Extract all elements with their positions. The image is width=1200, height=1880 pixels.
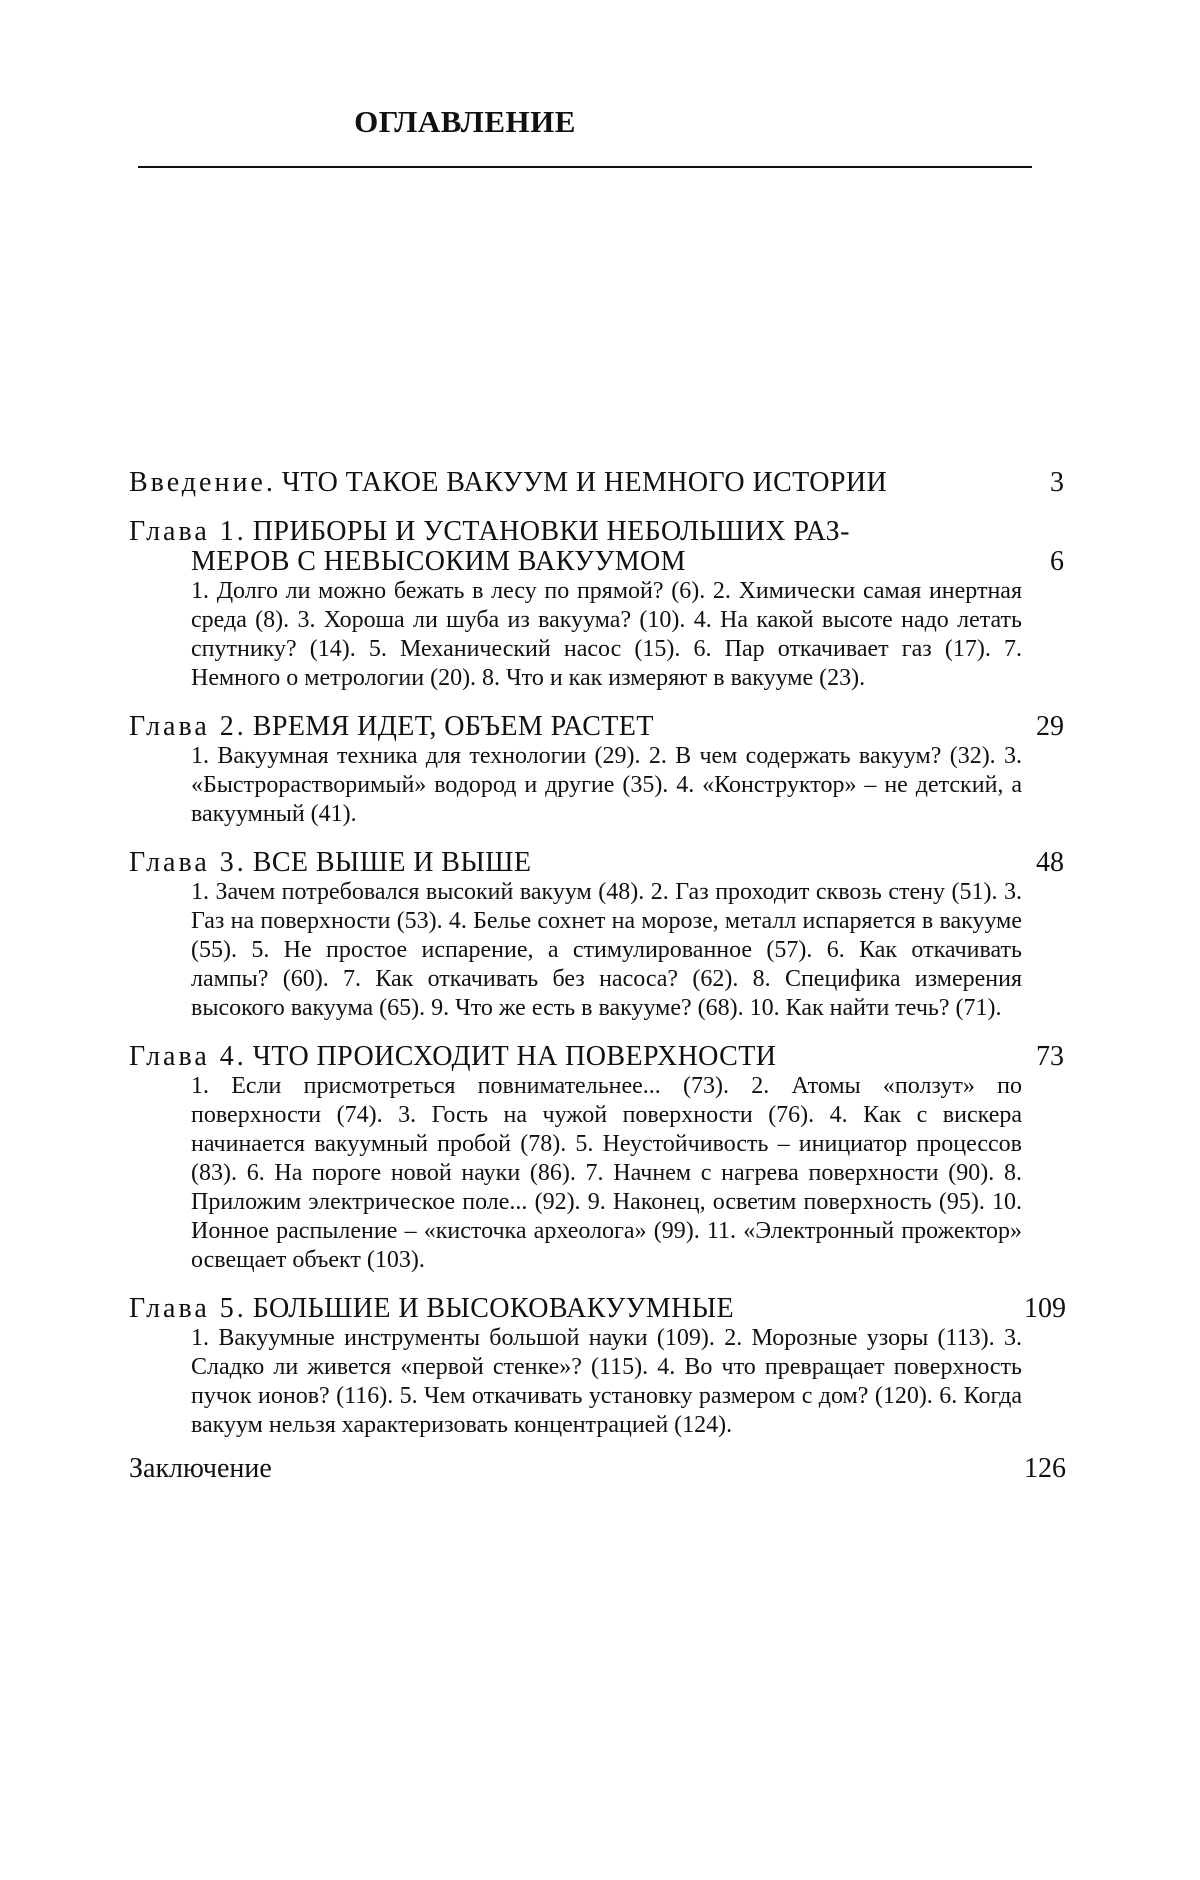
- toc-chapter-2-sections: 1. Вакуумная техника для технологии (29). 2. В чем содержать вакуум? (32). 3. «Быстрорастворимый» водород и другие (35). 4. «Конструктор» – не детский, а вакуумный (41).: [191, 743, 1022, 827]
- toc-chapter-4-title-block: [129, 1042, 1024, 1072]
- toc-chapter-5-title-block: [129, 1294, 1024, 1324]
- toc-chapter-2[interactable]: [129, 712, 1064, 829]
- toc-chapter-5-sections: 1. Вакуумные инструменты большой науки (109). 2. Морозные узоры (113). 3. Сладко ли живется «первой стенке»? (115). 4. Во что превращает поверхность пучок ионов? (116). 5. Чем откачивать установку размером с дом? (120). 6. Когда вакуум нельзя характеризовать концентрацией (124).: [191, 1325, 1022, 1438]
- toc-chapter-2-title: ВРЕМЯ ИДЕТ, ОБЪЕМ РАСТЕТ: [252, 711, 654, 742]
- toc-intro-page: 3: [1050, 467, 1064, 498]
- toc-conclusion-entry[interactable]: [129, 1454, 1064, 1484]
- toc-chapter-2-heading: [129, 712, 1064, 742]
- toc-chapter-3[interactable]: [129, 848, 1064, 1023]
- toc-chapter-2-title-block: [129, 712, 1024, 742]
- toc-chapter-3-title-block: [129, 848, 1024, 878]
- toc-chapter-2-page: 29: [1036, 711, 1064, 742]
- table-of-contents: [129, 468, 1064, 1484]
- toc-chapter-5-page: 109: [1024, 1293, 1066, 1324]
- toc-chapter-4-heading: [129, 1042, 1064, 1072]
- toc-chapter-4-label: Глава 4.: [129, 1041, 247, 1072]
- toc-chapter-5-heading: [129, 1294, 1064, 1324]
- toc-chapter-3-title: ВСЕ ВЫШЕ И ВЫШЕ: [252, 847, 532, 878]
- toc-chapter-1[interactable]: [129, 517, 1064, 693]
- title-divider: [138, 166, 1032, 168]
- toc-conclusion-page: 126: [1024, 1453, 1066, 1484]
- toc-chapter-3-label: Глава 3.: [129, 847, 247, 878]
- toc-chapter-1-title-line1: ПРИБОРЫ И УСТАНОВКИ НЕБОЛЬШИХ РАЗ-: [252, 516, 850, 547]
- toc-chapter-1-heading-line2: [129, 547, 1064, 577]
- toc-chapter-4-sections: 1. Если присмотреться повнимательнее... (73). 2. Атомы «ползут» по поверхности (74). 3. Гость на чужой поверхности (76). 4. Как с вискера начинается вакуумный пробой (78). 5. Неустойчивость – инициатор процессов (83). 6. На пороге новой науки (86). 7. Начнем с нагрева поверхности (90). 8. Приложим электрическое поле... (92). 9. Наконец, осветим поверхность (95). 10. Ионное распыление – «кисточка археолога» (99). 11. «Электронный прожектор» освещает объект (103).: [191, 1073, 1022, 1273]
- toc-chapter-4[interactable]: [129, 1042, 1064, 1275]
- toc-intro-entry[interactable]: [129, 468, 1064, 498]
- toc-chapter-5-title: БОЛЬШИЕ И ВЫСОКОВАКУУМНЫЕ: [252, 1293, 735, 1324]
- toc-chapter-5[interactable]: [129, 1294, 1064, 1440]
- toc-chapter-1-title-line2: МЕРОВ С НЕВЫСОКИМ ВАКУУМОМ: [191, 546, 686, 577]
- toc-conclusion-label: Заключение: [129, 1453, 272, 1484]
- toc-chapter-3-sections: 1. Зачем потребовался высокий вакуум (48). 2. Газ проходит сквозь стену (51). 3. Газ на поверхности (53). 4. Белье сохнет на морозе, металл испаряется в вакууме (55). 5. Не простое испарение, а стимулированное (57). 6. Как откачивать лампы? (60). 7. Как откачивать без насоса? (62). 8. Специфика измерения высокого вакуума (65). 9. Что же есть в вакууме? (68). 10. Как найти течь? (71).: [191, 879, 1022, 1021]
- toc-chapter-1-heading: [129, 517, 1064, 547]
- toc-chapter-1-label: Глава 1.: [129, 516, 247, 547]
- toc-chapter-1-sections: 1. Долго ли можно бежать в лесу по прямой? (6). 2. Химически самая инертная среда (8). 3. Хороша ли шуба из вакуума? (10). 4. На какой высоте надо летать спутнику? (14). 5. Механический насос (15). 6. Пар откачивает газ (17). 7. Немного о метрологии (20). 8. Что и как измеряют в вакууме (23).: [191, 578, 1022, 691]
- toc-chapter-1-title-block: [129, 517, 1064, 547]
- toc-intro-title-line: [129, 468, 1024, 498]
- toc-chapter-5-label: Глава 5.: [129, 1293, 247, 1324]
- toc-chapter-3-heading: [129, 848, 1064, 878]
- toc-chapter-3-page: 48: [1036, 847, 1064, 878]
- toc-chapter-1-page: 6: [1050, 546, 1064, 577]
- toc-chapter-4-title: ЧТО ПРОИСХОДИТ НА ПОВЕРХНОСТИ: [252, 1041, 777, 1072]
- toc-intro-label: Введение.: [129, 467, 276, 498]
- page-title: ОГЛАВЛЕНИЕ: [354, 104, 576, 139]
- toc-chapter-4-page: 73: [1036, 1041, 1064, 1072]
- toc-chapter-2-label: Глава 2.: [129, 711, 247, 742]
- toc-intro-title: ЧТО ТАКОЕ ВАКУУМ И НЕМНОГО ИСТОРИИ: [281, 467, 888, 498]
